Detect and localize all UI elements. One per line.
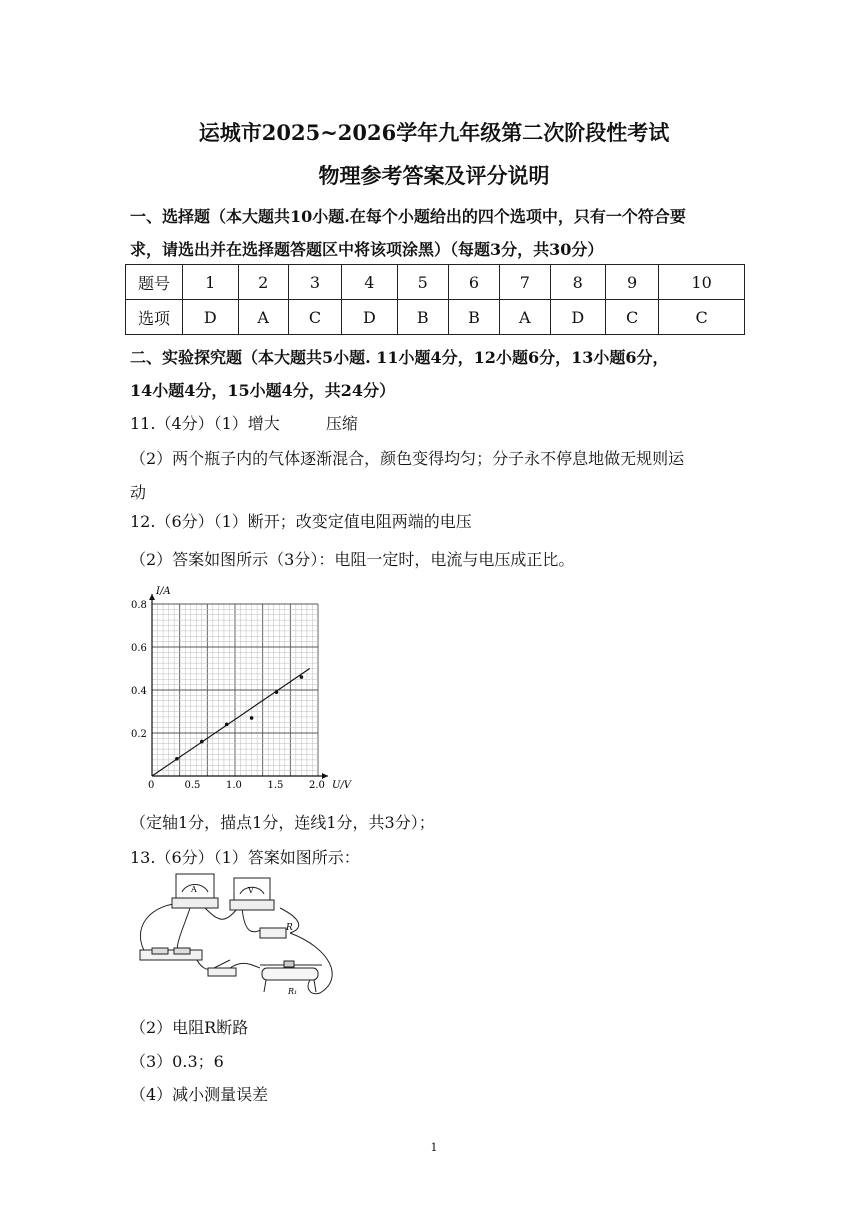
row-label-answer: 选项: [126, 300, 183, 335]
q13-part2: （2）电阻R断路: [130, 1018, 249, 1037]
x-tick-label: 0: [148, 780, 155, 790]
y-tick-label: 0.2: [131, 729, 147, 740]
row-label-number: 题号: [126, 265, 183, 300]
question-number-cell: 4: [342, 265, 398, 300]
question-number-cell: 9: [606, 265, 659, 300]
exam-subtitle: 物理参考答案及评分说明: [318, 163, 550, 188]
x-axis-label: U/V: [332, 780, 352, 790]
data-point: [300, 675, 304, 679]
question-number-cell: 5: [397, 265, 448, 300]
x-tick-label: 1.0: [226, 780, 242, 790]
wire: [230, 963, 260, 968]
section2-instruction-line2: 14小题4分，15小题4分，共24分）: [130, 381, 396, 400]
y-axis-arrow: [149, 594, 155, 600]
answer-cell: B: [448, 300, 499, 335]
section1-instruction-line2: 求，请选出并在选择题答题区中将该项涂黑）（每题3分，共30分）: [130, 240, 604, 259]
page-number: 1: [430, 1141, 438, 1154]
q12-part1: 12.（6分）（1）断开；改变定值电阻两端的电压: [130, 512, 472, 531]
q13-part4: （4）减小测量误差: [130, 1085, 269, 1104]
y-tick-label: 0.6: [131, 643, 147, 654]
answer-table: [125, 264, 745, 335]
q13-part3: （3）0.3；6: [130, 1052, 224, 1071]
answer-row: [126, 300, 745, 335]
data-point: [200, 740, 204, 744]
question-number-row: [126, 265, 745, 300]
resistor-label: R: [286, 923, 293, 933]
q12-part2: （2）答案如图所示（3分）：电阻一定时，电流与电压成正比。: [130, 550, 575, 569]
q13-part1: 13.（6分）（1）答案如图所示：: [130, 848, 360, 867]
y-tick-label: 0.4: [131, 686, 147, 697]
data-point: [225, 723, 229, 727]
answer-cell: C: [288, 300, 341, 335]
voltmeter-icon: [230, 878, 274, 910]
answer-cell: D: [183, 300, 239, 335]
wire: [140, 903, 185, 954]
answer-cell: D: [342, 300, 398, 335]
q11-answer-2: 压缩: [325, 414, 358, 433]
q11-answer-1: 11.（4分）（1）增大: [130, 414, 280, 433]
section2-instruction-line1: 二、实验探究题（本大题共5小题. 11小题4分，12小题6分，13小题6分，: [130, 348, 669, 367]
question-number-cell: 1: [183, 265, 239, 300]
rheostat-label: R₁: [288, 987, 298, 996]
section1-instruction-line1: 一、选择题（本大题共10小题.在每个小题给出的四个选项中，只有一个符合要: [130, 207, 686, 226]
question-number-cell: 6: [448, 265, 499, 300]
answer-cell: D: [550, 300, 606, 335]
x-axis-arrow: [322, 773, 328, 779]
data-point: [275, 690, 279, 694]
exam-title: 运城市2025~2026学年九年级第二次阶段性考试: [198, 120, 670, 145]
question-number-cell: 7: [500, 265, 550, 300]
switch-icon: [208, 960, 236, 976]
ammeter-icon: [172, 874, 218, 908]
answer-cell: C: [606, 300, 659, 335]
q12-grading-note: （定轴1分，描点1分，连线1分，共3分）；: [130, 813, 435, 832]
y-axis-label: I/A: [156, 586, 171, 597]
q11-part2-line2: 动: [130, 483, 147, 502]
answer-cell: C: [659, 300, 745, 335]
resistor-icon: [260, 923, 293, 938]
circuit-diagram: [130, 868, 342, 1000]
data-point: [250, 716, 254, 720]
q11-line1: [130, 411, 358, 434]
ammeter-label: A: [191, 885, 197, 894]
iu-graph: [128, 580, 360, 790]
question-number-cell: 10: [659, 265, 745, 300]
answer-cell: B: [397, 300, 448, 335]
battery-icon: [140, 948, 202, 960]
voltmeter-label: V: [248, 886, 254, 895]
y-tick-label: 0.8: [131, 600, 147, 611]
x-tick-label: 2.0: [309, 780, 325, 790]
answer-cell: A: [500, 300, 550, 335]
question-number-cell: 8: [550, 265, 606, 300]
x-tick-label: 0.5: [184, 780, 201, 790]
wire: [290, 933, 332, 994]
data-point: [175, 757, 179, 761]
question-number-cell: 2: [238, 265, 288, 300]
question-number-cell: 3: [288, 265, 341, 300]
x-tick-label: 1.5: [267, 780, 284, 790]
answer-cell: A: [238, 300, 288, 335]
q11-part2-line1: （2）两个瓶子内的气体逐渐混合，颜色变得均匀；分子永不停息地做无规则运: [130, 449, 685, 468]
rheostat-icon: [260, 961, 322, 996]
